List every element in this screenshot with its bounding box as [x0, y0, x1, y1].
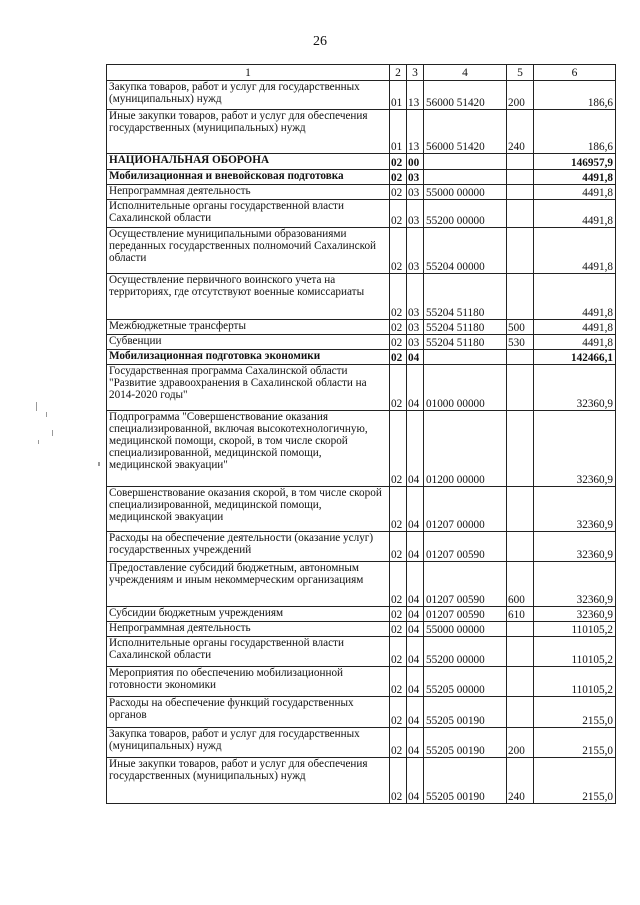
row-target-code-cell: 55000 00000 [424, 622, 507, 637]
row-expense-type-cell [507, 185, 534, 200]
row-section-cell: 02 [390, 350, 407, 365]
scan-artifact [46, 412, 47, 417]
row-name-cell: Расходы на обеспечение деятельности (оказание услуг) государственных учреждений [107, 532, 390, 562]
row-amount-cell: 4491,8 [534, 200, 616, 228]
row-name-cell: Закупка товаров, работ и услуг для государственных (муниципальных) нужд [107, 81, 390, 110]
row-section-cell: 02 [390, 607, 407, 622]
row-name-cell: Мобилизационная подготовка экономики [107, 350, 390, 365]
row-target-code-cell: 55200 00000 [424, 637, 507, 667]
row-section-cell: 02 [390, 185, 407, 200]
row-section-cell: 02 [390, 637, 407, 667]
row-amount-cell: 32360,9 [534, 365, 616, 411]
row-target-code-cell: 01207 00000 [424, 487, 507, 532]
row-subsection-cell: 04 [407, 532, 424, 562]
row-name-cell: Субвенции [107, 335, 390, 350]
row-target-code-cell: 55205 00190 [424, 697, 507, 728]
row-expense-type-cell [507, 411, 534, 487]
row-name-cell: Государственная программа Сахалинской области "Развитие здравоохранения в Сахалинской области на 2014-2020 годы" [107, 365, 390, 411]
scan-artifact [38, 440, 39, 444]
budget-table [106, 64, 616, 804]
row-amount-cell: 32360,9 [534, 411, 616, 487]
row-name-cell: Расходы на обеспечение функций государственных органов [107, 697, 390, 728]
row-subsection-cell: 03 [407, 200, 424, 228]
scan-artifact [98, 462, 100, 466]
row-section-cell: 02 [390, 170, 407, 185]
row-subsection-cell: 04 [407, 607, 424, 622]
row-expense-type-cell [507, 637, 534, 667]
row-expense-type-cell: 240 [507, 758, 534, 804]
row-section-cell: 02 [390, 532, 407, 562]
row-amount-cell: 4491,8 [534, 228, 616, 274]
row-amount-cell: 32360,9 [534, 532, 616, 562]
row-amount-cell: 142466,1 [534, 350, 616, 365]
table-row [107, 728, 616, 758]
row-subsection-cell: 04 [407, 562, 424, 607]
row-subsection-cell: 13 [407, 110, 424, 154]
row-subsection-cell: 04 [407, 697, 424, 728]
row-expense-type-cell [507, 154, 534, 170]
scan-artifact [52, 430, 53, 436]
table-row [107, 607, 616, 622]
row-name-cell: Предоставление субсидий бюджетным, автономным учреждениям и иным некоммерческим организациям [107, 562, 390, 607]
row-name-cell: Субсидии бюджетным учреждениям [107, 607, 390, 622]
row-target-code-cell: 01207 00590 [424, 607, 507, 622]
row-expense-type-cell [507, 350, 534, 365]
row-target-code-cell: 55000 00000 [424, 185, 507, 200]
row-expense-type-cell: 500 [507, 320, 534, 335]
row-name-cell: Иные закупки товаров, работ и услуг для обеспечения государственных (муниципальных) нужд [107, 758, 390, 804]
row-target-code-cell: 01200 00000 [424, 411, 507, 487]
row-expense-type-cell [507, 532, 534, 562]
row-amount-cell: 2155,0 [534, 758, 616, 804]
row-expense-type-cell: 240 [507, 110, 534, 154]
row-amount-cell: 2155,0 [534, 697, 616, 728]
row-name-cell: Мероприятия по обеспечению мобилизационной готовности экономики [107, 667, 390, 697]
table-row [107, 667, 616, 697]
row-expense-type-cell [507, 487, 534, 532]
row-subsection-cell: 04 [407, 487, 424, 532]
row-section-cell: 01 [390, 110, 407, 154]
table-row [107, 170, 616, 185]
row-subsection-cell: 03 [407, 335, 424, 350]
row-subsection-cell: 04 [407, 622, 424, 637]
table-row [107, 81, 616, 110]
row-expense-type-cell [507, 274, 534, 320]
header-col-2: 2 [390, 65, 407, 81]
row-target-code-cell: 55204 51180 [424, 320, 507, 335]
row-subsection-cell: 03 [407, 320, 424, 335]
row-section-cell: 02 [390, 667, 407, 697]
row-name-cell: Исполнительные органы государственной власти Сахалинской области [107, 637, 390, 667]
table-row [107, 350, 616, 365]
table-row [107, 335, 616, 350]
row-amount-cell: 4491,8 [534, 170, 616, 185]
table-row [107, 110, 616, 154]
row-section-cell: 01 [390, 81, 407, 110]
row-section-cell: 02 [390, 154, 407, 170]
row-name-cell: Подпрограмма "Совершенствование оказания специализированной, включая высокотехнологичную, медицинской помощи, скорой, в том числе скорой специализированной, медицинской помощи, медицинской эвакуации" [107, 411, 390, 487]
row-expense-type-cell: 610 [507, 607, 534, 622]
row-amount-cell: 4491,8 [534, 320, 616, 335]
row-section-cell: 02 [390, 411, 407, 487]
row-section-cell: 02 [390, 758, 407, 804]
row-expense-type-cell [507, 667, 534, 697]
row-section-cell: 02 [390, 274, 407, 320]
row-section-cell: 02 [390, 335, 407, 350]
row-amount-cell: 32360,9 [534, 607, 616, 622]
row-target-code-cell: 55200 00000 [424, 200, 507, 228]
table-row [107, 185, 616, 200]
page-number: 26 [313, 34, 327, 49]
row-amount-cell: 186,6 [534, 81, 616, 110]
row-section-cell: 02 [390, 228, 407, 274]
row-expense-type-cell: 530 [507, 335, 534, 350]
row-target-code-cell: 56000 51420 [424, 110, 507, 154]
row-amount-cell: 4491,8 [534, 185, 616, 200]
row-expense-type-cell [507, 365, 534, 411]
row-name-cell: Осуществление первичного воинского учета на территориях, где отсутствуют военные комиссариаты [107, 274, 390, 320]
row-expense-type-cell [507, 200, 534, 228]
row-name-cell: Осуществление муниципальными образованиями переданных государственных полномочий Сахалинской области [107, 228, 390, 274]
table-row [107, 697, 616, 728]
table-row [107, 532, 616, 562]
row-section-cell: 02 [390, 622, 407, 637]
row-name-cell: Совершенствование оказания скорой, в том числе скорой специализированной, медицинской помощи, медицинской эвакуации [107, 487, 390, 532]
row-section-cell: 02 [390, 200, 407, 228]
row-amount-cell: 186,6 [534, 110, 616, 154]
scan-artifact [36, 402, 37, 411]
table-header-row [107, 65, 616, 81]
row-name-cell: НАЦИОНАЛЬНАЯ ОБОРОНА [107, 154, 390, 170]
row-amount-cell: 4491,8 [534, 335, 616, 350]
row-amount-cell: 110105,2 [534, 622, 616, 637]
row-target-code-cell: 55204 00000 [424, 228, 507, 274]
row-section-cell: 02 [390, 562, 407, 607]
table-row [107, 487, 616, 532]
row-expense-type-cell [507, 697, 534, 728]
row-subsection-cell: 04 [407, 350, 424, 365]
row-target-code-cell: 55204 51180 [424, 274, 507, 320]
row-target-code-cell: 56000 51420 [424, 81, 507, 110]
row-name-cell: Закупка товаров, работ и услуг для государственных (муниципальных) нужд [107, 728, 390, 758]
table-row [107, 622, 616, 637]
row-name-cell: Непрограммная деятельность [107, 185, 390, 200]
row-amount-cell: 110105,2 [534, 637, 616, 667]
row-target-code-cell: 55205 00190 [424, 728, 507, 758]
table-row [107, 320, 616, 335]
header-col-1: 1 [107, 65, 390, 81]
header-col-6: 6 [534, 65, 616, 81]
row-amount-cell: 2155,0 [534, 728, 616, 758]
row-target-code-cell: 01207 00590 [424, 562, 507, 607]
row-amount-cell: 4491,8 [534, 274, 616, 320]
row-target-code-cell [424, 170, 507, 185]
table-row [107, 637, 616, 667]
row-subsection-cell: 04 [407, 365, 424, 411]
table-row [107, 365, 616, 411]
row-amount-cell: 32360,9 [534, 487, 616, 532]
table-row [107, 562, 616, 607]
table-row [107, 200, 616, 228]
row-expense-type-cell [507, 170, 534, 185]
table-row [107, 411, 616, 487]
row-name-cell: Иные закупки товаров, работ и услуг для обеспечения государственных (муниципальных) нужд [107, 110, 390, 154]
table-row [107, 758, 616, 804]
header-col-5: 5 [507, 65, 534, 81]
header-col-3: 3 [407, 65, 424, 81]
row-section-cell: 02 [390, 697, 407, 728]
row-section-cell: 02 [390, 487, 407, 532]
header-col-4: 4 [424, 65, 507, 81]
table-row [107, 274, 616, 320]
row-subsection-cell: 04 [407, 758, 424, 804]
row-amount-cell: 110105,2 [534, 667, 616, 697]
row-subsection-cell: 00 [407, 154, 424, 170]
row-expense-type-cell: 200 [507, 81, 534, 110]
row-subsection-cell: 04 [407, 728, 424, 758]
row-target-code-cell: 55204 51180 [424, 335, 507, 350]
row-subsection-cell: 03 [407, 274, 424, 320]
row-subsection-cell: 03 [407, 185, 424, 200]
row-target-code-cell [424, 350, 507, 365]
row-expense-type-cell [507, 622, 534, 637]
row-name-cell: Исполнительные органы государственной власти Сахалинской области [107, 200, 390, 228]
row-target-code-cell [424, 154, 507, 170]
row-name-cell: Межбюджетные трансферты [107, 320, 390, 335]
row-subsection-cell: 04 [407, 411, 424, 487]
table-row [107, 228, 616, 274]
row-target-code-cell: 55205 00000 [424, 667, 507, 697]
row-expense-type-cell: 600 [507, 562, 534, 607]
row-subsection-cell: 13 [407, 81, 424, 110]
row-subsection-cell: 03 [407, 228, 424, 274]
row-amount-cell: 146957,9 [534, 154, 616, 170]
row-target-code-cell: 01000 00000 [424, 365, 507, 411]
row-name-cell: Непрограммная деятельность [107, 622, 390, 637]
row-expense-type-cell: 200 [507, 728, 534, 758]
table-row [107, 154, 616, 170]
row-expense-type-cell [507, 228, 534, 274]
row-amount-cell: 32360,9 [534, 562, 616, 607]
row-subsection-cell: 03 [407, 170, 424, 185]
row-target-code-cell: 55205 00190 [424, 758, 507, 804]
row-section-cell: 02 [390, 320, 407, 335]
row-subsection-cell: 04 [407, 667, 424, 697]
row-section-cell: 02 [390, 728, 407, 758]
row-subsection-cell: 04 [407, 637, 424, 667]
row-target-code-cell: 01207 00590 [424, 532, 507, 562]
row-name-cell: Мобилизационная и вневойсковая подготовка [107, 170, 390, 185]
row-section-cell: 02 [390, 365, 407, 411]
